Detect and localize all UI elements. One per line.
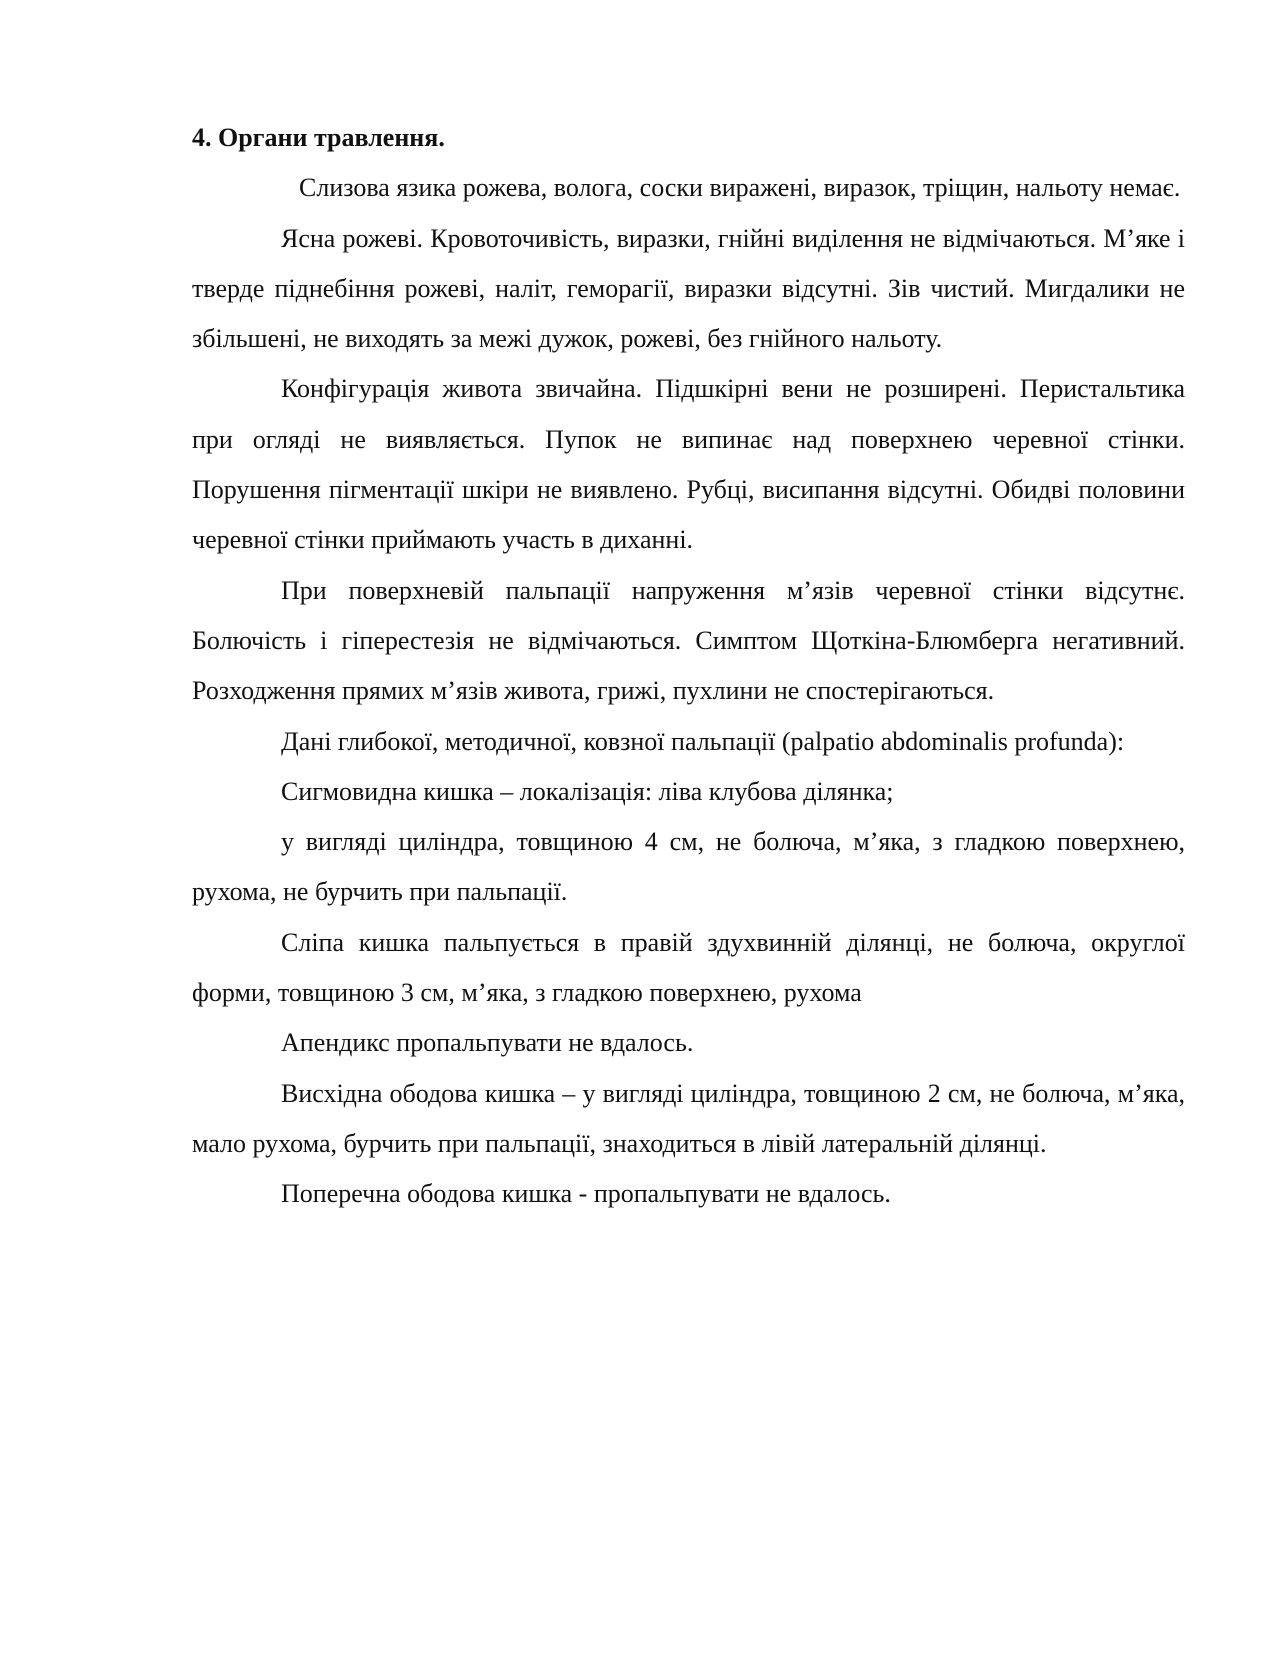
paragraph-superficial-palpation: При поверхневій пальпації напруження м’язів черевної стінки відсутнє. Болючість і гіперестезія не відмічаються. Симптом Щоткіна-Блюмберга негативний. Розходження прямих м’язів живота, грижі, пухлини не спостерігаються.	[192, 575, 1185, 706]
paragraph-deep-palpation: Дані глибокої, методичної, ковзної пальпації (palpatio abdominalis profunda):	[281, 726, 1125, 756]
paragraph-gums: Ясна рожеві. Кровоточивість, виразки, гнійні виділення не відмічаються. М’яке і тверде піднебіння рожеві, наліт, геморагії, виразки відсутні. Зів чистий. Мигдалики не збільшені, не виходять за межі дужок, рожеві, без гнійного нальоту.	[192, 223, 1185, 354]
paragraph-abdomen-shape: Конфігурація живота звичайна. Підшкірні вени не розширені. Перистальтика при огляді не виявляється. Пупок не випинає над поверхнею черевної стінки. Порушення пігментації шкіри не виявлено. Рубці, висипання відсутні. Обидві половини черевної стінки приймають участь в диханні.	[192, 374, 1185, 555]
document-body	[192, 113, 1185, 1220]
paragraph-sigmoid-colon: Сигмовидна кишка – локалізація: ліва клубова ділянка;	[281, 776, 894, 806]
paragraph-sigmoid-description: у вигляді циліндра, товщиною 4 см, не болюча, м’яка, з гладкою поверхнею, рухома, не бурчить при пальпації.	[192, 827, 1185, 907]
section-heading: 4. Органи травлення.	[192, 123, 445, 152]
paragraph-ascending-colon: Висхідна ободова кишка – у вигляді циліндра, товщиною 2 см, не болюча, м’яка, мало рухома, бурчить при пальпації, знаходиться в лівій латеральній ділянці.	[192, 1078, 1185, 1158]
paragraph-caecum: Сліпа кишка пальпується в правій здухвинній ділянці, не болюча, округлої форми, товщиною 3 см, м’яка, з гладкою поверхнею, рухома	[192, 927, 1185, 1008]
paragraph-appendix: Апендикс пропальпувати не вдалось.	[281, 1028, 694, 1058]
paragraph-tongue: Слизова язика рожева, волога, соски виражені, виразок, тріщин, нальоту немає.	[299, 173, 1181, 203]
paragraph-transverse-colon: Поперечна ободова кишка - пропальпувати не вдалось.	[281, 1179, 891, 1209]
